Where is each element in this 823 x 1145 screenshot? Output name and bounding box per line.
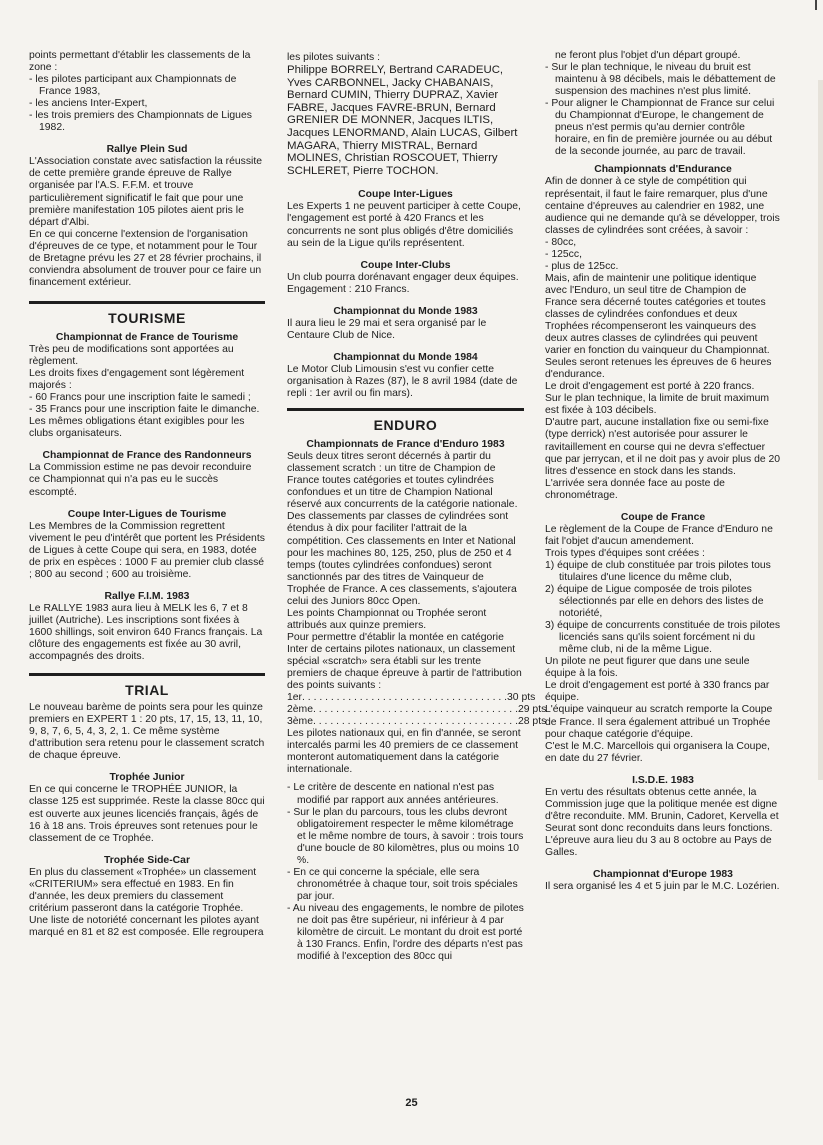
points-leader: . . . . . . . . . . . . . . . . . . . . . . . . . . . . . . . . . . . . xyxy=(302,692,507,704)
list-item: - les trois premiers des Championnats de Ligues 1982. xyxy=(29,110,252,134)
points-row xyxy=(287,704,547,716)
column-1 xyxy=(29,50,265,939)
paragraph: Le Motor Club Limousin s'est vu confier cette organisation à Razes (87), le 8 avril 1984 (date de repli : 1er avril ou fin mars). xyxy=(287,363,518,400)
paragraph: En vertu des résultats obtenus cette année, la Commission juge que la politique menée est digne d'être reconduite. MM. Brunin, Cadoret, Kervella et Seurat sont donc reconduits dans leurs fonctions. xyxy=(545,786,779,834)
paragraph: Le nouveau barème de points sera pour les quinze premiers en EXPERT 1 : 20 pts, 17, 15, 13, 11, 10, 9, 8, 7, 6, 5, 4, 3, 2, 1. Ce même système d'attribution sera retenu pour le classement scratch de chaque épreuve. xyxy=(29,702,265,762)
paragraph: L'arrivée sera donnée face au poste de chronométrage. xyxy=(545,477,725,501)
paragraph: Très peu de modifications sont apportées au règlement. xyxy=(29,343,234,368)
paragraph: Seules seront retenues les épreuves de 6 heures d'endurance. xyxy=(545,357,772,381)
list-item: - En ce qui concerne la spéciale, elle sera chronométrée à chaque tour, soit trois spéciales par jour. xyxy=(287,866,518,902)
paragraph: Les Membres de la Commission regrettent vivement le peu d'intérêt que portent les Présidents de Ligues à cette Coupe qui sera, en 1983, dotée de prix en espèces : 1000 F au premier club classé ; 800 au second ; 600 au troisième. xyxy=(29,520,265,580)
list-item: - 125cc, xyxy=(545,248,582,260)
points-leader: . . . . . . . . . . . . . . . . . . . . . . . . . . . . . . . . . . . . xyxy=(313,704,518,716)
list-item: - plus de 125cc. xyxy=(545,260,619,272)
points-rank: 2ème xyxy=(287,704,313,716)
paragraph: points permettant d'établir les classements de la zone : xyxy=(29,50,251,74)
paragraph: En plus du classement «Trophée» un classement «CRITERIUM» sera effectué en 1983. En fin d'année, les deux premiers du classement critérium passeront dans la catégorie Trophée. Une liste de notoriété concernant les pilotes ayant marqué en 81 et 82 est composée. Elle regroupera xyxy=(29,866,264,938)
paragraph: L'Association constate avec satisfaction la réussite de cette première grande épreuve de Rallye organisée par l'A.S. F.F.M. et trouve particulièrement significatif le fait que pour une première manifestation 105 pilotes aient pris le départ d'Albi. xyxy=(29,156,263,228)
list-item: - Pour aligner le Championnat de France sur celui du Championnat d'Europe, le changement de pneus n'est permis qu'au dernier contrôle horaire, en fin de première journée ou au début de la seconde journée, au parc de travail. xyxy=(545,98,775,158)
points-leader: . . . . . . . . . . . . . . . . . . . . . . . . . . . . . . . . . . . . xyxy=(313,716,518,728)
column-3 xyxy=(545,50,781,893)
paragraph: Les Experts 1 ne peuvent participer à cette Coupe, l'engagement est porté à 420 Francs et les concurrents ne sont plus obligés d'être domiciliés au sein de la Ligue qu'ils représentent. xyxy=(287,201,521,249)
section-title-cf-tourisme: Championnat de France de Tourisme xyxy=(55,331,239,343)
list-item: - 60 Francs pour une inscription faite le samedi ; xyxy=(29,392,251,404)
paragraph: D'autre part, aucune installation fixe ou semi-fixe (type derrick) n'est autorisée pour assurer le ravitaillement en course qui ne devra s'effectuer que par jerrycan, et il ne doit pas y avoir plus de 20 litres d'essence en stock dans les stands. xyxy=(545,417,781,477)
list-item: - Le critère de descente en national n'est pas modifié par rapport aux années antérieures. xyxy=(287,782,499,806)
column-2 xyxy=(287,52,547,963)
points-value: 29 pts xyxy=(517,704,547,716)
heading-tourisme: TOURISME xyxy=(108,309,186,326)
section-title-randonneurs: Championnat de France des Randonneurs xyxy=(42,450,252,462)
paragraph: Le RALLYE 1983 aura lieu à MELK les 6, 7 et 8 juillet (Autriche). Les inscriptions sont fixées à 1600 shillings, soit environ 640 Francs français. La clôture des engagements est fixée au 30 avril, accompagnés des droits. xyxy=(29,602,263,663)
list-item: - 80cc, xyxy=(545,236,577,248)
paragraph: Le règlement de la Coupe de France d'Enduro ne fait l'objet d'aucun amendement. xyxy=(545,523,773,547)
page-number: 25 xyxy=(405,1097,418,1109)
list-item: - 35 Francs pour une inscription faite le dimanche. xyxy=(29,404,260,416)
list-item: - Au niveau des engagements, le nombre de pilotes ne doit pas être supérieur, ni inférieur à 4 par kilomètre de circuit. Le montant du droit est porté à 130 Francs. Enfin, l'ordre des départs n'est pas modifié à l'exception des 80cc qui xyxy=(287,902,524,963)
section-title-isde: I.S.D.E. 1983 xyxy=(632,774,694,786)
section-title-monde-1984: Championnat du Monde 1984 xyxy=(333,351,478,363)
list-item: 1) équipe de club constituée par trois pilotes tous titulaires d'une licence du même club, xyxy=(545,559,771,583)
list-item: ne feront plus l'objet d'un départ groupé. xyxy=(555,50,741,61)
list-item: 3) équipe de concurrents constituée de trois pilotes licenciés sans qu'ils soient forcément ni du même club, ni de la même Ligue. xyxy=(545,620,781,656)
paragraph: Un pilote ne peut figurer que dans une seule équipe à la fois. xyxy=(545,656,750,680)
section-title-trophee-junior: Trophée Junior xyxy=(109,772,185,784)
section-title-coupe-de-france: Coupe de France xyxy=(620,511,706,523)
paragraph: Le droit d'engagement est porté à 330 francs par équipe. xyxy=(545,680,770,704)
paragraph: C'est le M.C. Marcellois qui organisera la Coupe, en date du 27 février. xyxy=(545,740,770,764)
list-item: - les anciens Inter-Expert, xyxy=(29,98,148,110)
paragraph: Afin de donner à ce style de compétition qui représentait, il faut le faire remarquer, plus d'une centaine d'épreuves au calendrier en 1982, une audience qui ne demande qu'à se développer, trois classes de cylindrées sont créées, à savoir : xyxy=(545,176,780,236)
paragraph: L'épreuve aura lieu du 3 au 8 octobre au Pays de Galles. xyxy=(545,834,772,858)
points-row xyxy=(287,716,547,728)
list-item: 2) équipe de Ligue composée de trois pilotes sélectionnés par elle en dehors des listes de notoriété, xyxy=(545,584,764,620)
heading-trial: TRIAL xyxy=(125,682,169,699)
paragraph: En ce qui concerne l'extension de l'organisation d'épreuves de ce type, et notamment pour le Tour de Bretagne prévu les 27 et 28 février prochains, il conviendra absolument de trouver pour ce faire un financement extérieur. xyxy=(29,228,262,288)
list-item: - les pilotes participant aux Championnats de France 1983, xyxy=(29,74,237,98)
paragraph: Trois types d'équipes sont créées : xyxy=(545,547,705,559)
paragraph: Les mêmes obligations étant exigibles pour les clubs organisateurs. xyxy=(29,416,245,440)
paragraph: Le droit d'engagement est porté à 220 francs. xyxy=(545,381,755,393)
paragraph: Sur le plan technique, la limite de bruit maximum est fixée à 103 décibels. xyxy=(545,393,770,417)
paragraph: Les droits fixes d'engagement sont légèrement majorés : xyxy=(29,368,245,392)
paragraph: Un club pourra dorénavant engager deux équipes. Engagement : 210 Francs. xyxy=(287,271,519,295)
list-item: - Sur le plan technique, le niveau du bruit est maintenu à 98 décibels, mais le débattement de suspension des machines n'est plus limité. xyxy=(545,62,776,98)
section-title-coupe-inter-clubs: Coupe Inter-Clubs xyxy=(360,259,451,271)
paragraph: Pour permettre d'établir la montée en catégorie Inter de certains pilotes nationaux, un classement spécial «scratch» sera établi sur les trente premiers de chaque épreuve à partir de l'attribution des points suivants : xyxy=(287,631,522,692)
section-title-rallye-fim: Rallye F.I.M. 1983 xyxy=(104,590,190,602)
list-item: - Sur le plan du parcours, tous les clubs devront obligatoirement respecter le même kilométrage et le même nombre de tours, à savoir : trois tours d'une boucle de 80 kilomètres, plus ou moins 10 %. xyxy=(287,806,524,866)
section-title-coupe-ligues-tourisme: Coupe Inter-Ligues de Tourisme xyxy=(67,508,227,520)
section-title-cf-enduro: Championnats de France d'Enduro 1983 xyxy=(306,439,505,451)
paragraph: L'équipe vainqueur au scratch remporte la Coupe de France. Il sera également attribué un Trophée pour chaque catégorie d'équipe. xyxy=(545,704,773,740)
paragraph: En ce qui concerne le TROPHÉE JUNIOR, la classe 125 est supprimée. Reste la classe 80cc qui est ouverte aux jeunes licenciés français, âgés de 16 à 18 ans. Trois épreuves sont retenues pour le classement de ce Trophée. xyxy=(29,784,265,844)
section-title-monde-1983: Championnat du Monde 1983 xyxy=(333,305,478,317)
paragraph: Il aura lieu le 29 mai et sera organisé par le Centaure Club de Nice. xyxy=(287,317,487,341)
pilot-names: Philippe BORRELY, Bertrand CARADEUC, Yves CARBONNEL, Jacky CHABANAIS, Bernard CUMIN, Thierry DUPRAZ, Xavier FABRE, Jacques FAVRE-BRUN, Bernard GRENIER DE MONNER, Jacques ILTIS, Jacques LENORMAND, Alain LUCAS, Gilbert MAGARA, Thierry MISTRAL, Bernard MOLINES, Christian ROSCOUET, Thierry SCHLERET, Pierre TOCHON. xyxy=(287,64,518,177)
paragraph: Mais, afin de maintenir une politique identique avec l'Enduro, un seul titre de Champion de France sera décerné toutes catégories et toutes classes de cylindrées confondues et deux Trophées récompenseront les vainqueurs des deux autres classes de cylindrées qui peuvent varier en fonction du vainqueur du Championnat. xyxy=(545,272,770,357)
section-title-trophee-sidecar: Trophée Side-Car xyxy=(103,854,191,866)
paragraph: Il sera organisé les 4 et 5 juin par le M.C. Lozérien. xyxy=(545,881,780,893)
paragraph: Les points Championnat ou Trophée seront attribués aux quinze premiers. xyxy=(287,607,487,631)
points-value: 30 pts xyxy=(507,692,536,704)
paragraph: les pilotes suivants : xyxy=(287,52,380,63)
points-value: 28 pts xyxy=(517,716,547,728)
section-title-rallye-plein-sud: Rallye Plein Sud xyxy=(106,144,188,156)
corner-mark xyxy=(815,0,817,10)
section-title-europe: Championnat d'Europe 1983 xyxy=(593,869,733,881)
paragraph: La Commission estime ne pas devoir reconduire ce Championnat qui n'a pas eu le succès escompté. xyxy=(29,462,252,498)
points-rank: 1er xyxy=(287,692,303,704)
paragraph: Des classements par classes de cylindrées sont étendus à dix pour faciliter l'attrait de la compétition. Ces classements en Inter et National pour les machines 80, 125, 250, plus de 250 et 4 temps (toutes cylindrées confondues) seront sanctionnés par des titres de Vainqueur de Trophée de France. A ces classements, s'ajoutera celui des Juniors 80cc Open. xyxy=(287,511,517,607)
paragraph: Seuls deux titres seront décernés à partir du classement scratch : un titre de Champion de France toutes catégories et toutes cylindrées confondues et un titre de Champion National réservé aux concurrents de la catégorie nationale. xyxy=(287,451,518,511)
points-rank: 3ème xyxy=(287,716,313,728)
points-row xyxy=(287,692,536,704)
paragraph: Les pilotes nationaux qui, en fin d'année, se seront intercalés parmi les 40 premiers de ce classement monteront automatiquement dans la catégorie internationale. xyxy=(287,728,521,776)
section-title-coupe-inter-ligues: Coupe Inter-Ligues xyxy=(358,189,453,201)
heading-enduro: ENDURO xyxy=(373,417,438,434)
section-title-endurance: Championnats d'Endurance xyxy=(594,164,732,176)
page-edge xyxy=(818,80,823,780)
